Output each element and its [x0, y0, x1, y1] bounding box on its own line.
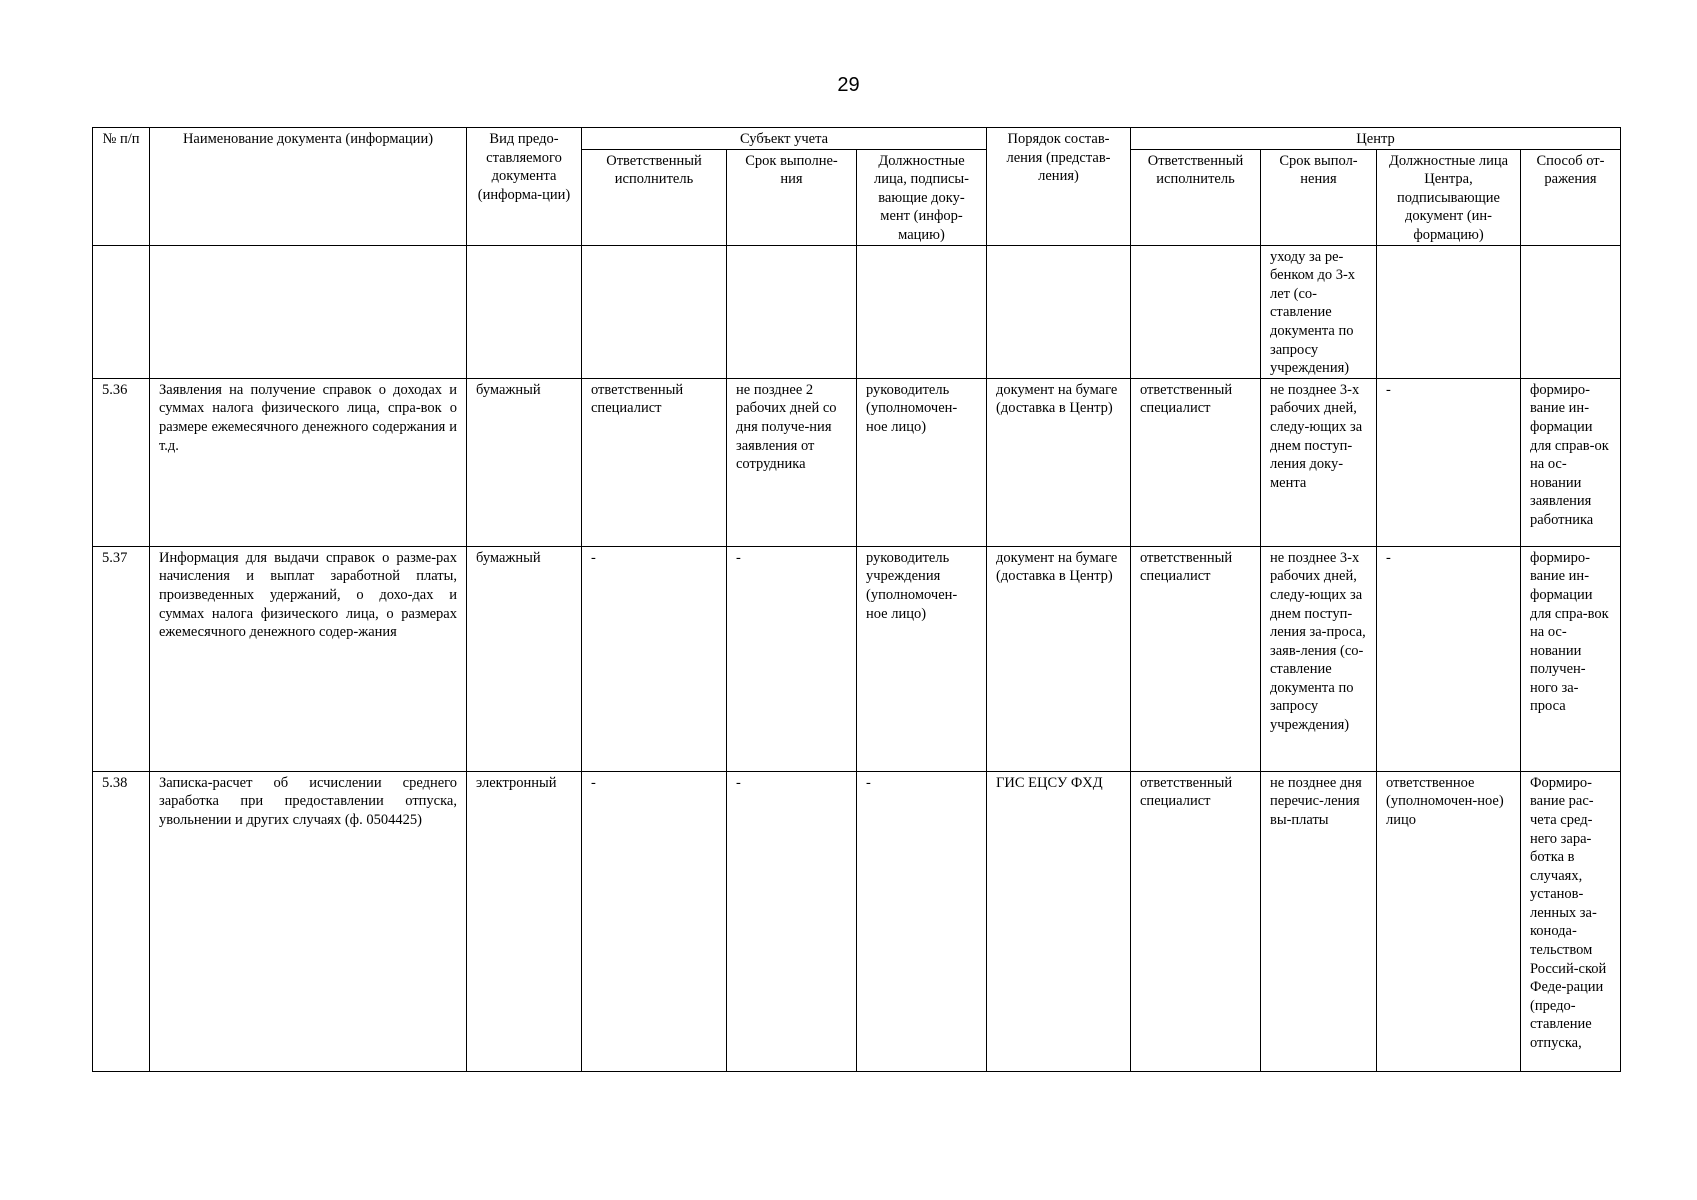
header-name: Наименование документа (информации)	[150, 128, 467, 246]
cell-name: Заявления на получение справок о доходах и суммах налога физического лица, спра-вок о размере ежемесячного денежного содержания и т.д.	[150, 378, 467, 546]
document-table	[92, 127, 1621, 1072]
header-method: Способ от-ражения	[1521, 149, 1621, 245]
header-row-top	[93, 128, 1621, 150]
cell-procedure: документ на бумаге (доставка в Центр)	[987, 378, 1131, 546]
cell-center-deadline: не позднее 3-х рабочих дней, следу-ющих за днем поступ-ления доку-мента	[1261, 378, 1377, 546]
table-row	[93, 378, 1621, 546]
table-row	[93, 771, 1621, 1071]
cell-subject-officials: руководитель учреждения (уполномочен-ное лицо)	[857, 546, 987, 771]
cell-method: формиро-вание ин-формации для спра-вок на ос-новании получен-ного за-проса	[1521, 546, 1621, 771]
cell-center-executor: ответственный специалист	[1131, 378, 1261, 546]
header-center-group: Центр	[1131, 128, 1621, 150]
header-subject-group: Субъект учета	[582, 128, 987, 150]
header-type: Вид предо-ставляемого документа (информа-ции)	[467, 128, 582, 246]
cell-num: 5.36	[93, 378, 150, 546]
cell-subject-deadline: -	[727, 771, 857, 1071]
header-num: № п/п	[93, 128, 150, 246]
header-subject-executor: Ответственный исполнитель	[582, 149, 727, 245]
cell-method: формиро-вание ин-формации для справ-ок на ос-новании заявления работника	[1521, 378, 1621, 546]
cell-method: Формиро-вание рас-чета сред-него зара-ботка в случаях, установ-ленных за-конода-тельством Россий-ской Феде-рации (предо-ставление отпуска,	[1521, 771, 1621, 1071]
header-subject-officials: Должностные лица, подписы-вающие доку-мент (инфор-мацию)	[857, 149, 987, 245]
cell-num: 5.37	[93, 546, 150, 771]
page-number: 29	[837, 74, 860, 96]
cell-procedure: документ на бумаге (доставка в Центр)	[987, 546, 1131, 771]
cell-center-officials: ответственное (уполномочен-ное) лицо	[1377, 771, 1521, 1071]
cell-center-officials: -	[1377, 378, 1521, 546]
cell-name: Информация для выдачи справок о разме-рах начисления и выплат заработной платы, произведенных удержаний, о дохо-дах и суммах налога физического лица, о размерах ежемесячного денежного содер-жания	[150, 546, 467, 771]
cell-subject-deadline: -	[727, 546, 857, 771]
table-row-continuation	[93, 245, 1621, 378]
cell-type: электронный	[467, 771, 582, 1071]
cell-subject-officials: руководитель (уполномочен-ное лицо)	[857, 378, 987, 546]
cell-center-officials: -	[1377, 546, 1521, 771]
cell-center-executor: ответственный специалист	[1131, 771, 1261, 1071]
cell-type: бумажный	[467, 378, 582, 546]
cell-procedure: ГИС ЕЦСУ ФХД	[987, 771, 1131, 1071]
cell-subject-deadline: не позднее 2 рабочих дней со дня получе-ния заявления от сотрудника	[727, 378, 857, 546]
cell-subject-officials: -	[857, 771, 987, 1071]
cell-center-executor: ответственный специалист	[1131, 546, 1261, 771]
cell-type: бумажный	[467, 546, 582, 771]
cell-center-deadline: уходу за ре-бенком до 3-х лет (со-ставление документа по запросу учреждения)	[1261, 245, 1377, 378]
cell-center-deadline: не позднее дня перечис-ления вы-платы	[1261, 771, 1377, 1071]
header-center-officials: Должностные лица Центра, подписывающие документ (ин-формацию)	[1377, 149, 1521, 245]
cell-center-deadline: не позднее 3-х рабочих дней, следу-ющих за днем поступ-ления за-проса, заяв-ления (со-ставление документа по запросу учреждения)	[1261, 546, 1377, 771]
cell-subject-executor: ответственный специалист	[582, 378, 727, 546]
cell-name: Записка-расчет об исчислении среднего заработка при предоставлении отпуска, увольнении и других случаях (ф. 0504425)	[150, 771, 467, 1071]
cell-num: 5.38	[93, 771, 150, 1071]
header-subject-deadline: Срок выполне-ния	[727, 149, 857, 245]
header-procedure: Порядок состав-ления (представ-ления)	[987, 128, 1131, 246]
header-center-executor: Ответственный исполнитель	[1131, 149, 1261, 245]
header-center-deadline: Срок выпол-нения	[1261, 149, 1377, 245]
table-row	[93, 546, 1621, 771]
cell-subject-executor: -	[582, 546, 727, 771]
cell-subject-executor: -	[582, 771, 727, 1071]
